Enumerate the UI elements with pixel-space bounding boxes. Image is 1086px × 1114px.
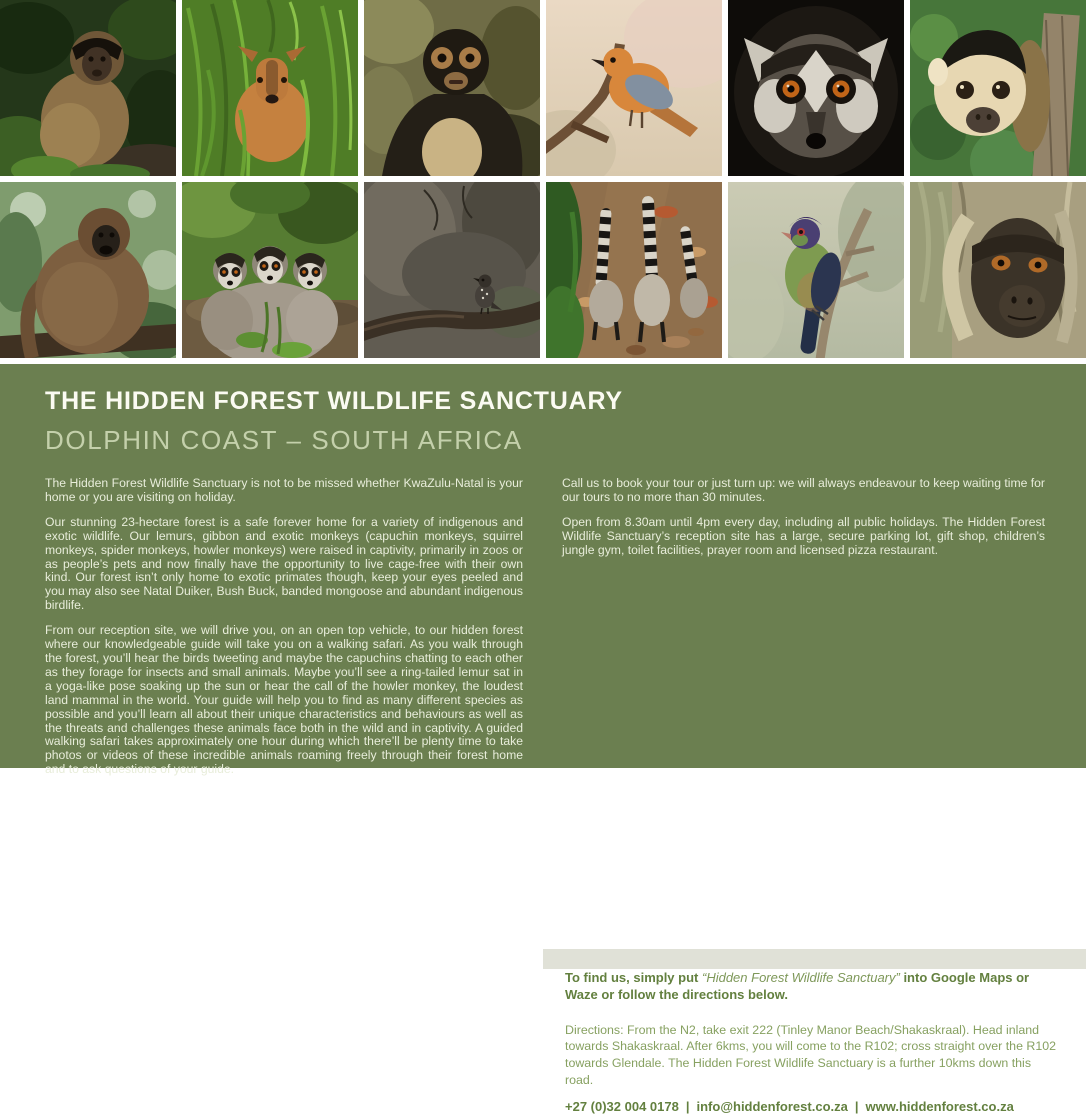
info-section [0, 364, 1086, 1114]
red-duiker-illustration [182, 0, 358, 176]
squirrel-monkey-illustration [910, 0, 1086, 176]
right-column [562, 477, 1045, 788]
phone-number: +27 (0)32 004 0178 [565, 1099, 679, 1114]
find-us-heading-suffix: into Google Maps or Waze or follow the directions below. [565, 970, 1030, 1003]
opening-hours-paragraph: Open from 8.30am until 4pm every day, including all public holidays. The Hidden Forest Wildlife Sanctuary’s reception site has a large, secure parking lot, gift shop, children’s jungle gym, toilet facilities, prayer room and licensed pizza restaurant. [562, 514, 1045, 557]
safari-paragraph: From our reception site, we will drive you, on an open top vehicle, to our hidden forest where our knowledgeable guide will take you on a walking safari. As you walk through the forest, you’ll hear the birds tweeting and maybe the capuchins chatting to each other as they forage for insects and small animals. Maybe you’ll see a ring-tailed lemur sat in a yoga-like pose soaking up the sun or hear the call of the howler monkey, the loudest land mammal in the world. Your guide will help you to find as many different species as possible and you’ll learn all about their unique characteristics and behaviours as well as the threats and challenges these animals face both in the wild and in captivity. A guided walking safari takes approximately one hour during which there’ll be plenty time to take photos or videos of these incredible animals roaming freely through their forest home and to ask questions of your guide. [45, 623, 523, 777]
separator-pipe: | [685, 1099, 690, 1114]
lemur-huddle-illustration [182, 182, 358, 358]
booking-paragraph: Call us to book your tour or just turn up: we will always endeavour to keep waiting time for our tours to no more than 30 minutes. [562, 476, 1045, 504]
email-address: info@hiddenforest.co.za [696, 1099, 848, 1114]
photo-grid [0, 0, 1086, 364]
photo-capuchin-monkey [0, 0, 176, 176]
vervet-monkey-illustration [910, 182, 1086, 358]
photo-spider-monkey [364, 0, 540, 176]
separator-pipe: | [854, 1099, 859, 1114]
intro-paragraph: The Hidden Forest Wildlife Sanctuary is not to be missed whether KwaZulu-Natal is your home or you are visiting on holiday. [45, 476, 523, 504]
contact-line [565, 1099, 1060, 1114]
lemur-troop-illustration [546, 182, 722, 358]
directions-text: Directions: From the N2, take exit 222 (Tinley Manor Beach/Shakaskraal). Head inland towards Shakaskraal. After 6kms, you will come to the R102; cross straight over the R102 towards Glendale. The Hidden Forest Wildlife Sanctuary is a further 10kms down this road. [565, 1022, 1057, 1087]
find-us-heading [565, 969, 1060, 1004]
forest-paragraph: Our stunning 23-hectare forest is a safe forever home for a variety of indigenous and exotic wildlife. Our lemurs, gibbon and exotic monkeys (capuchin monkeys, squirrel monkeys, spider monkeys, howler monkeys) were raised in captivity, primarily in zoos or as people’s pets and now finally have the opportunity to live cage-free with their own kind. Our forest isn’t only home to exotic primates though, keep your eyes peeled and you may also see Natal Duiker, Bush Buck, banded mongoose and abundant indigenous birdlife. [45, 514, 523, 613]
photo-lemur-troop [546, 182, 722, 358]
sanctuary-name-italic: “Hidden Forest Wildlife Sanctuary” [701, 970, 900, 985]
find-us-heading-prefix: To find us, simply put [565, 970, 702, 985]
website-url: www.hiddenforest.co.za [865, 1099, 1014, 1114]
photo-howler-monkey [0, 182, 176, 358]
small-bird-illustration [364, 182, 540, 358]
orange-bird-illustration [546, 0, 722, 176]
turaco-illustration [728, 182, 904, 358]
photo-vervet-monkey [910, 182, 1086, 358]
photo-small-bird [364, 182, 540, 358]
ring-tailed-lemur-illustration [728, 0, 904, 176]
capuchin-monkey-illustration [0, 0, 176, 176]
body-columns [45, 477, 1045, 788]
photo-turaco [728, 182, 904, 358]
spider-monkey-illustration [364, 0, 540, 176]
photo-lemur-huddle [182, 182, 358, 358]
find-us-panel [543, 949, 1086, 1114]
page-title: THE HIDDEN FOREST WILDLIFE SANCTUARY [45, 387, 623, 415]
photo-orange-bird [546, 0, 722, 176]
page-subtitle: DOLPHIN COAST – SOUTH AFRICA [45, 425, 523, 455]
left-column [45, 477, 523, 788]
photo-red-duiker [182, 0, 358, 176]
howler-monkey-illustration [0, 182, 176, 358]
photo-squirrel-monkey [910, 0, 1086, 176]
photo-lemur-face [728, 0, 904, 176]
